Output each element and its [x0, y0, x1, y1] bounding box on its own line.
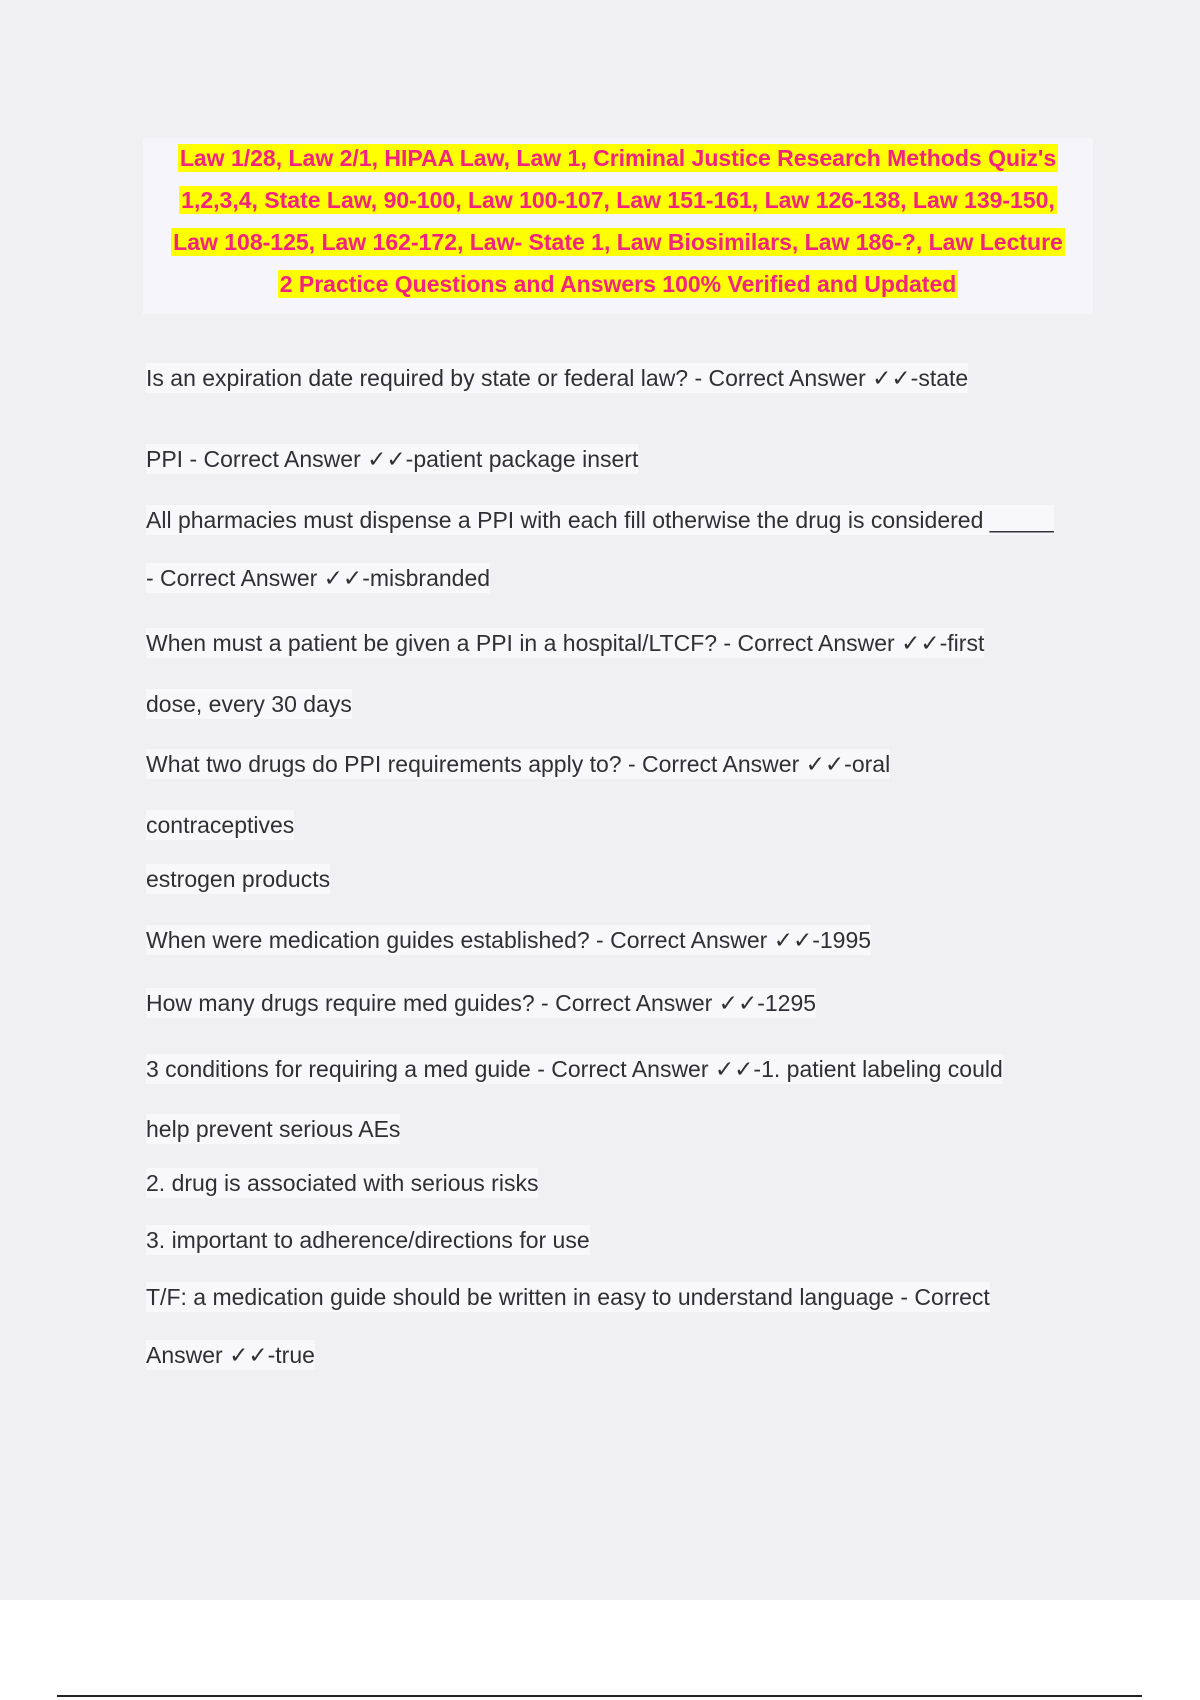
qa-text-line: [146, 864, 330, 894]
title-text: Law 108-125, Law 162-172, Law- State 1, Law Biosimilars, Law 186-?, Law Lecture: [173, 229, 1063, 255]
qa-text-line: [146, 1168, 538, 1198]
qa-text: PPI - Correct Answer ✓✓-patient package insert: [146, 446, 639, 472]
qa-text-line: [146, 563, 490, 593]
title-line: [143, 184, 1093, 216]
qa-text-line: [146, 505, 1054, 535]
qa-text: 2. drug is associated with serious risks: [146, 1170, 539, 1196]
qa-text: When must a patient be given a PPI in a hospital/LTCF? - Correct Answer ✓✓-first: [146, 630, 985, 656]
qa-text: help prevent serious AEs: [146, 1116, 401, 1142]
qa-text-line: [146, 810, 294, 840]
qa-text: All pharmacies must dispense a PPI with each fill otherwise the drug is considered _____: [146, 507, 1054, 533]
qa-text-line: [146, 749, 890, 779]
qa-text: Is an expiration date required by state or federal law? - Correct Answer ✓✓-state: [146, 365, 969, 391]
title-text: Law 1/28, Law 2/1, HIPAA Law, Law 1, Criminal Justice Research Methods Quiz's: [179, 145, 1057, 171]
title-line: [143, 226, 1093, 258]
qa-text: T/F: a medication guide should be written in easy to understand language - Correct: [146, 1284, 990, 1310]
qa-text-line: [146, 689, 352, 719]
qa-text-line: [146, 988, 816, 1018]
qa-text-line: [146, 363, 968, 393]
qa-text: estrogen products: [146, 866, 331, 892]
qa-text: How many drugs require med guides? - Correct Answer ✓✓-1295: [146, 990, 817, 1016]
document-title: [143, 138, 1093, 314]
qa-text: contraceptives: [146, 812, 295, 838]
title-text: 2 Practice Questions and Answers 100% Verified and Updated: [279, 271, 957, 297]
title-line: [143, 142, 1093, 174]
qa-text: What two drugs do PPI requirements apply to? - Correct Answer ✓✓-oral: [146, 751, 891, 777]
qa-text-line: [146, 1282, 990, 1312]
title-line: [143, 268, 1093, 300]
page-divider: [57, 1695, 1142, 1697]
qa-text: Answer ✓✓-true: [146, 1342, 315, 1368]
qa-text-line: [146, 925, 871, 955]
qa-text-line: [146, 1114, 400, 1144]
qa-text-line: [146, 1225, 590, 1255]
qa-text: dose, every 30 days: [146, 691, 352, 717]
title-text: 1,2,3,4, State Law, 90-100, Law 100-107, Law 151-161, Law 126-138, Law 139-150,: [181, 187, 1055, 213]
qa-text: 3 conditions for requiring a med guide - Correct Answer ✓✓-1. patient labeling could: [146, 1056, 1003, 1082]
qa-text-line: [146, 1054, 1003, 1084]
qa-text: 3. important to adherence/directions for use: [146, 1227, 590, 1253]
qa-text-line: [146, 1340, 315, 1370]
qa-text: When were medication guides established? - Correct Answer ✓✓-1995: [146, 927, 872, 953]
qa-text-line: [146, 628, 984, 658]
qa-text: - Correct Answer ✓✓-misbranded: [146, 565, 491, 591]
qa-text-line: [146, 444, 638, 474]
